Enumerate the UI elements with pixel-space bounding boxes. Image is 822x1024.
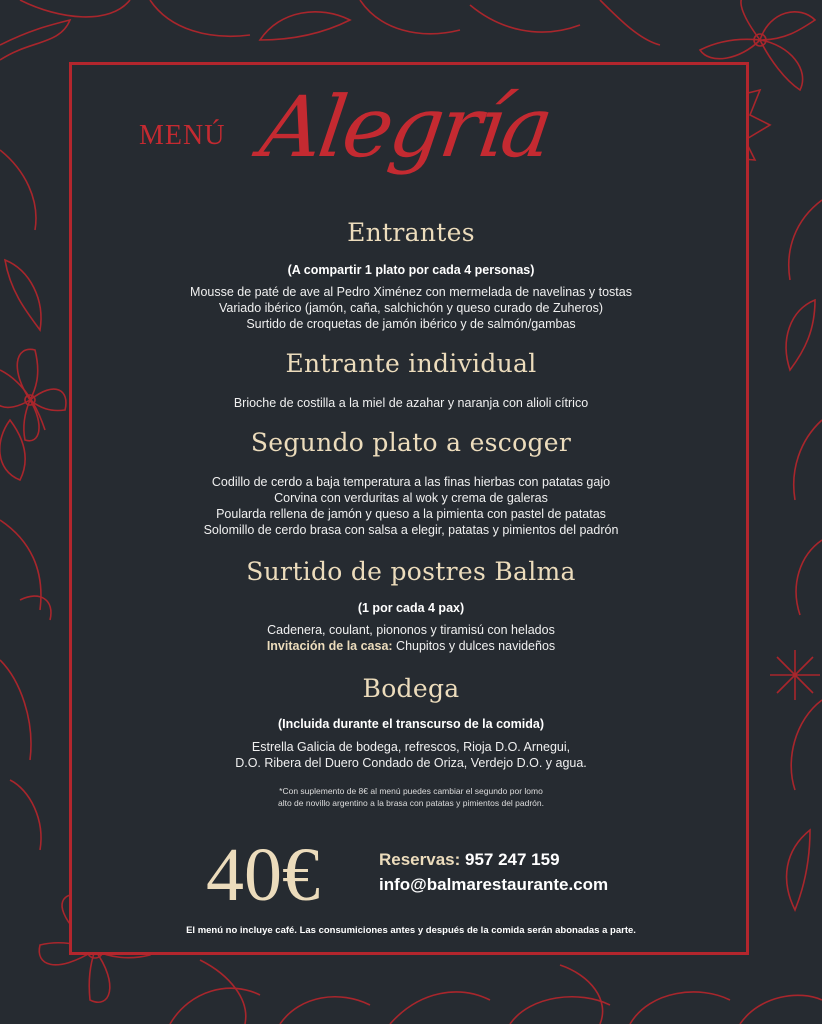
reservations: [379, 850, 560, 870]
menu-item: Codillo de cerdo a baja temperatura a las finas hierbas con patatas gajo: [211, 475, 611, 489]
invitation-label: Invitación de la casa:: [266, 639, 393, 653]
menu-item: Surtido de croquetas de jamón ibérico y de salmón/gambas: [246, 317, 576, 331]
invitation-text: Chupitos y dulces navideños: [392, 639, 556, 653]
menu-item: Solomillo de cerdo brasa con salsa a elegir, patatas y pimientos del padrón: [203, 523, 619, 537]
menu-item: Corvina con verduritas al wok y crema de galeras: [274, 491, 548, 505]
supplement-note: *Con suplemento de 8€ al menú puedes cambiar el segundo por lomo: [279, 786, 543, 796]
menu-item: Variado ibérico (jamón, caña, salchichón y queso curado de Zuheros): [218, 301, 603, 315]
section-heading-segundo: Segundo plato a escoger: [250, 428, 572, 457]
menu-item: Brioche de costilla a la miel de azahar y naranja con alioli cítrico: [233, 396, 589, 410]
section-heading-individual: Entrante individual: [285, 349, 537, 378]
invitation-line: [0, 638, 822, 654]
section-subtitle-bodega: (Incluida durante el transcurso de la comida): [277, 717, 545, 731]
section-subtitle-postres: (1 por cada 4 pax): [357, 601, 465, 615]
footer-note: El menú no incluye café. Las consumiciones antes y después de la comida serán abonadas a parte.: [186, 925, 636, 936]
menu-title: Alegría: [255, 78, 556, 176]
section-subtitle-entrantes: (A compartir 1 plato por cada 4 personas): [287, 263, 535, 277]
reservations-label: Reservas:: [379, 850, 461, 869]
section-heading-entrantes: Entrantes: [347, 218, 475, 247]
email-link[interactable]: info@balmarestaurante.com: [379, 875, 609, 894]
menu-label: MENÚ: [139, 120, 226, 151]
menu-item: Cadenera, coulant, piononos y tiramisú con helados: [267, 623, 555, 637]
supplement-note: alto de novillo argentino a la brasa con patatas y pimientos del padrón.: [277, 798, 545, 808]
price: 40€: [206, 833, 320, 917]
phone-number[interactable]: 957 247 159: [460, 850, 560, 869]
menu-item: Mousse de paté de ave al Pedro Ximénez con mermelada de navelinas y tostas: [190, 285, 632, 299]
menu-item: D.O. Ribera del Duero Condado de Oriza, Verdejo D.O. y agua.: [235, 756, 587, 770]
section-heading-bodega: Bodega: [362, 674, 460, 703]
section-heading-postres: Surtido de postres Balma: [246, 557, 576, 586]
menu-item: Poularda rellena de jamón y queso a la pimienta con pastel de patatas: [216, 507, 606, 521]
menu-item: Estrella Galicia de bodega, refrescos, Rioja D.O. Arnegui,: [251, 740, 571, 754]
